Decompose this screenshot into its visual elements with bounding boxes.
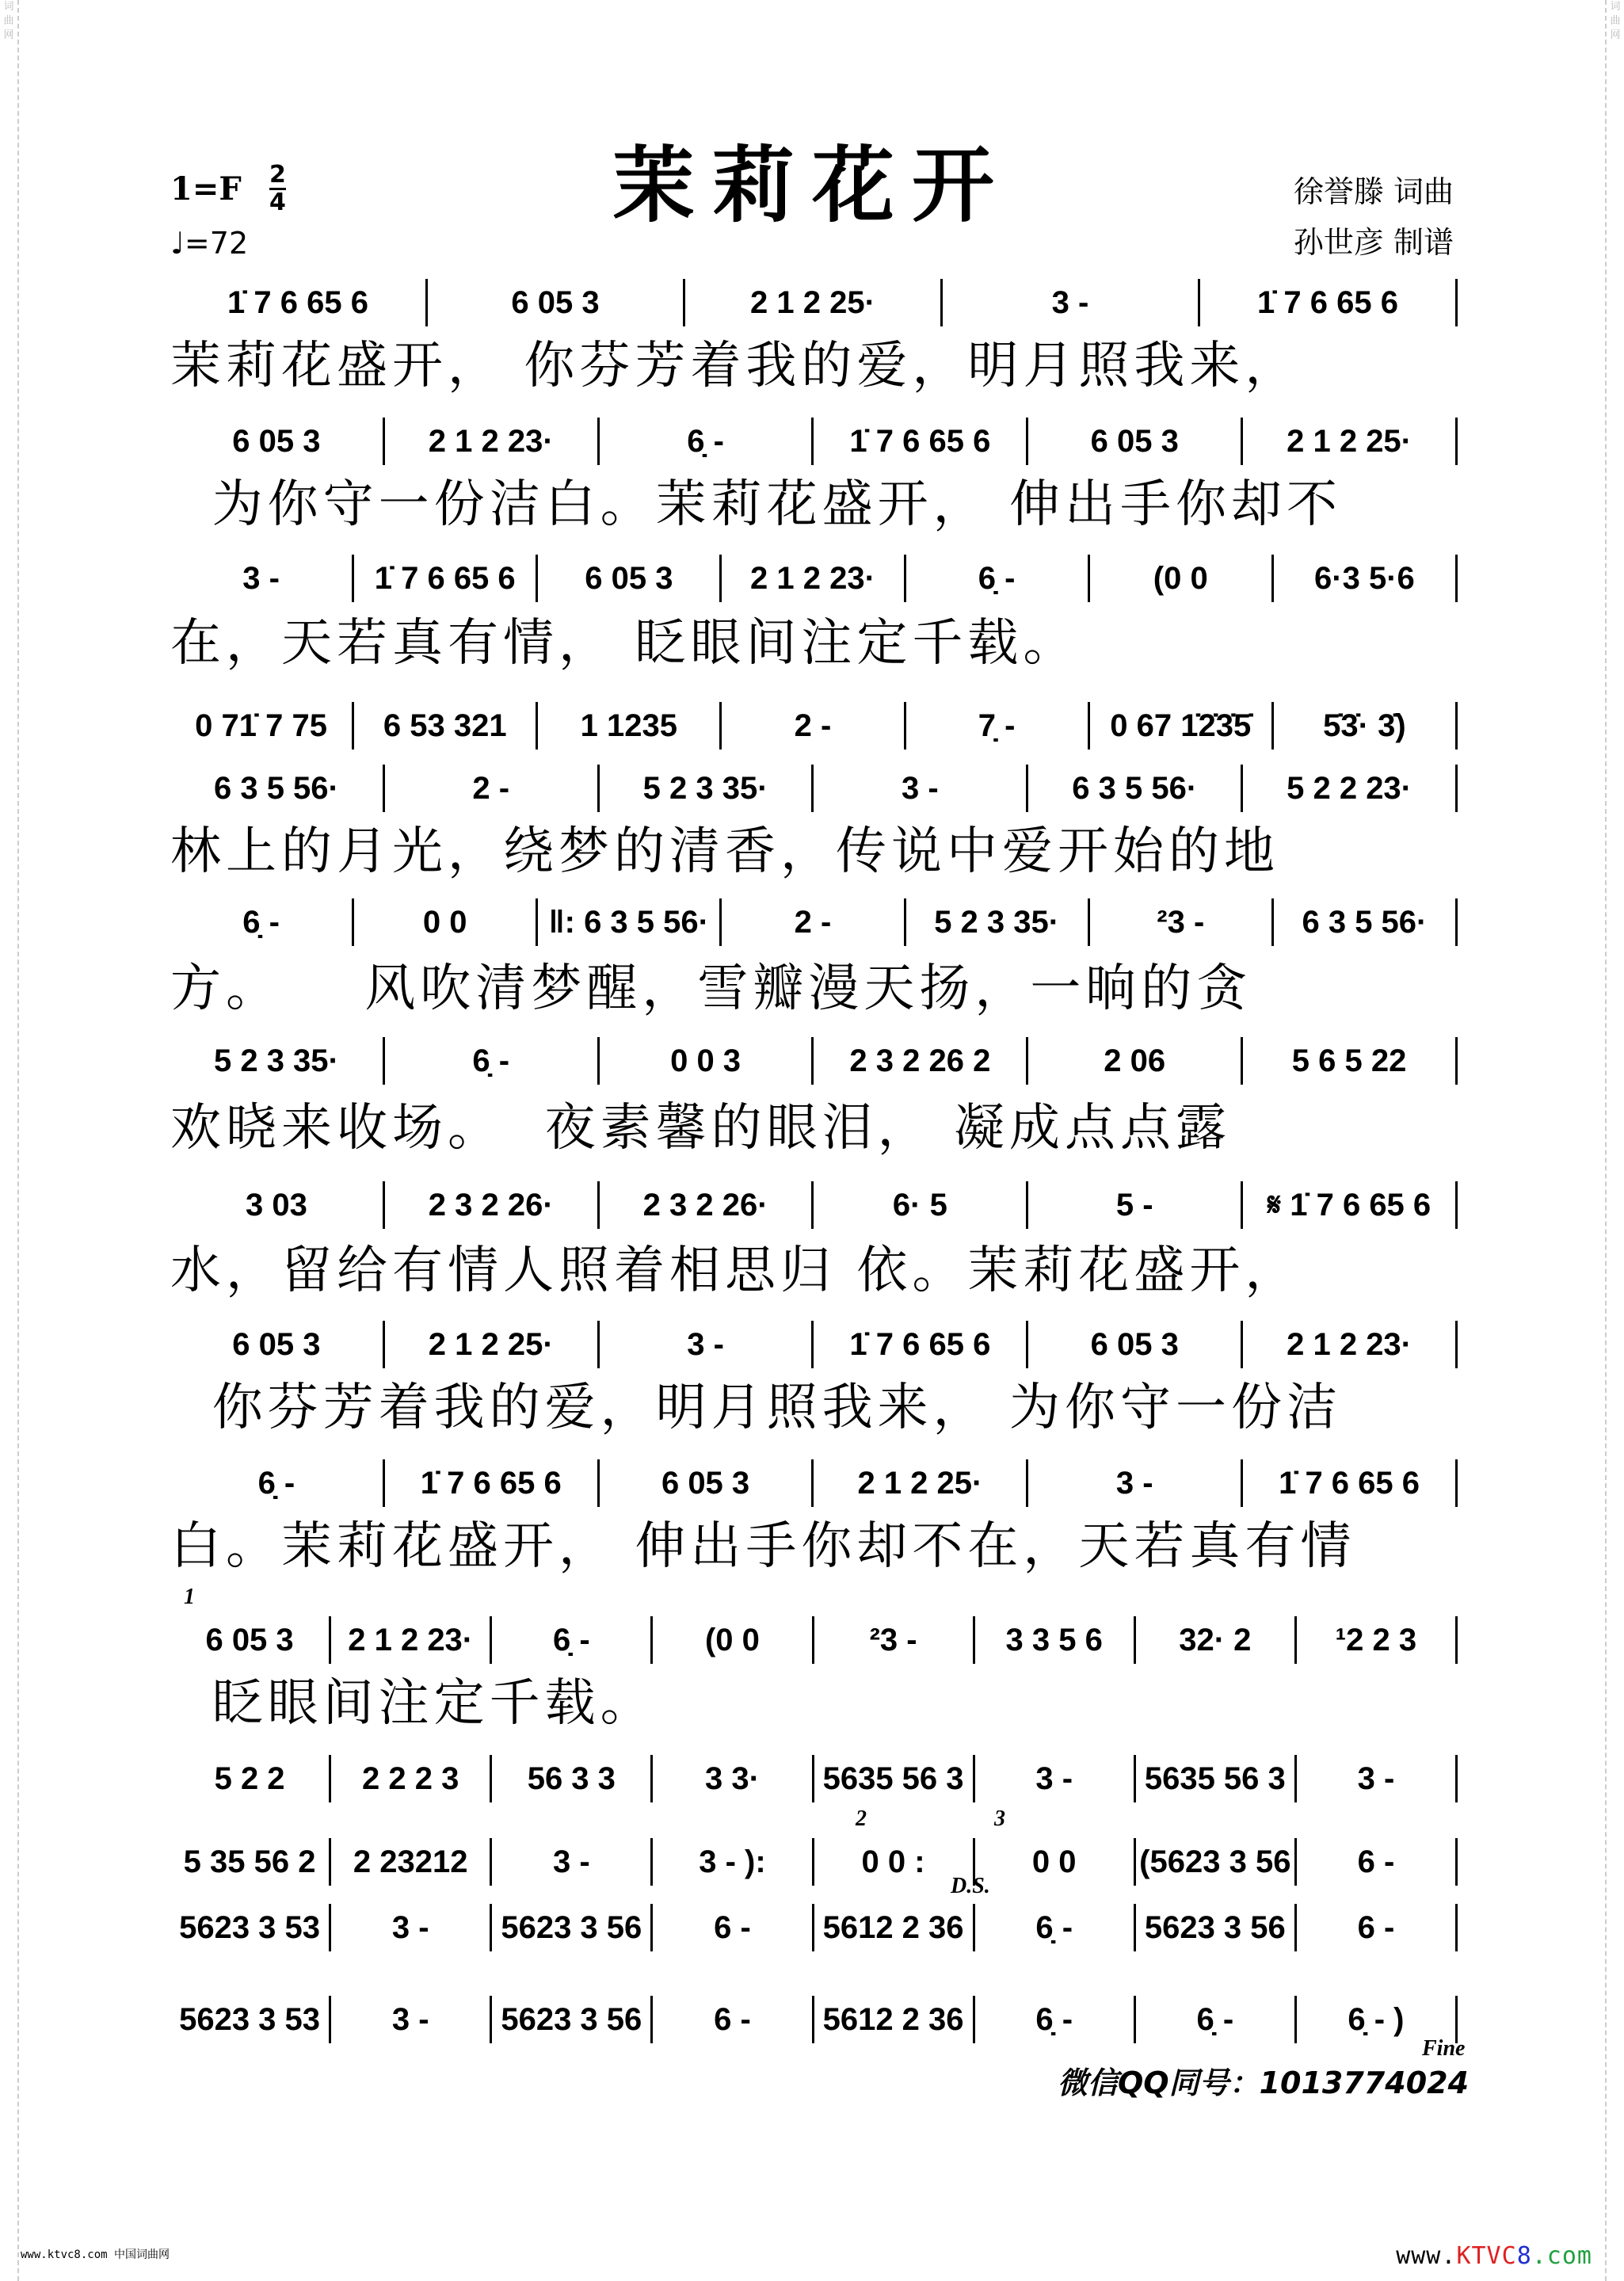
measure: 5635 56 3 bbox=[812, 1755, 973, 1802]
measure: 5 2 3 35· bbox=[597, 765, 812, 812]
measure: 2 1 2 23· bbox=[383, 418, 597, 465]
side-watermark-right: 词 曲 网 bbox=[1605, 0, 1624, 2281]
measure: 2 - bbox=[719, 898, 903, 946]
lyrics-line: 白。茉莉花盛开， 伸出手你却不在，天若真有情 bbox=[170, 1517, 1356, 1576]
volta-2: 2 bbox=[856, 1806, 867, 1831]
measure: 6̣ - bbox=[904, 555, 1088, 602]
measure: 2 1 2 23· bbox=[1241, 1321, 1458, 1368]
lyrics-line: 茉莉花盛开， 你芬芳着我的爱，明月照我来， bbox=[170, 337, 1301, 395]
measure: 6̣ - bbox=[257, 1465, 295, 1501]
measure: 6 05 3 bbox=[425, 279, 683, 326]
dal-segno: D.S. bbox=[951, 1874, 990, 1898]
measure: 3 - bbox=[329, 1904, 490, 1951]
measure: 6 53 321 bbox=[352, 702, 536, 750]
lyrics-line: 欢晓来收场。 夜素馨的眼泪， 凝成点点露 bbox=[170, 1099, 1232, 1158]
measure: 5623 3 53 bbox=[179, 2001, 321, 2037]
lyrics-line: 在，天若真有情， 眨眼间注定千载。 bbox=[170, 614, 1079, 673]
measure: 5623 3 56 bbox=[1134, 1904, 1294, 1951]
measure: 6̣ - bbox=[973, 1996, 1134, 2043]
measure: 32· 2 bbox=[1134, 1616, 1294, 1664]
credits bbox=[1294, 166, 1454, 268]
score-row bbox=[170, 1616, 1458, 1664]
measure: 𝄋 1̇ 7 6 65 6 bbox=[1241, 1181, 1458, 1229]
logo-www: www. bbox=[1396, 2242, 1457, 2270]
measure: 6̣ - ) bbox=[1294, 1996, 1458, 2043]
measure: 2 06 bbox=[1026, 1037, 1241, 1085]
measure: 6 - bbox=[650, 1904, 811, 1951]
song-title: 茉莉花开 bbox=[612, 136, 1012, 234]
measure: 6 3 5 56· bbox=[1026, 765, 1241, 812]
measure: 0 67 1̇2̇3̇5̇ bbox=[1088, 702, 1271, 750]
measure: (0 0 bbox=[650, 1616, 811, 1664]
measure: 5635 56 3 bbox=[1134, 1755, 1294, 1802]
logo-ktvc: KTVC bbox=[1456, 2242, 1517, 2270]
score-row bbox=[170, 1037, 1458, 1085]
measure: 6 3 5 56· bbox=[213, 770, 339, 806]
measure: 0 71̇ 7 75 bbox=[195, 708, 327, 743]
measure: 3 3· bbox=[650, 1755, 811, 1802]
measure: 5 2 3 35· bbox=[904, 898, 1088, 946]
measure: 2 1 2 23· bbox=[329, 1616, 490, 1664]
measure: ‖: 6 3 5 56· bbox=[536, 898, 719, 946]
measure: 2 3 2 26 2 bbox=[811, 1037, 1026, 1085]
measure: 6 3 5 56· bbox=[1271, 898, 1458, 946]
tempo-marking: ♩=72 bbox=[170, 226, 249, 261]
footer-site-logo bbox=[1396, 2242, 1592, 2270]
measure: 2 1 2 25· bbox=[683, 279, 940, 326]
measure: 2 1 2 25· bbox=[1241, 418, 1458, 465]
measure: 2 - bbox=[383, 765, 597, 812]
measure: 3 - bbox=[597, 1321, 812, 1368]
score-row bbox=[170, 418, 1458, 465]
measure: 5612 2 36 bbox=[812, 1996, 973, 2043]
measure: 2 1 2 23· bbox=[719, 555, 903, 602]
measure: 5 2 2 bbox=[214, 1760, 285, 1796]
measure: 0 0 : bbox=[812, 1838, 973, 1886]
score-row bbox=[170, 1904, 1458, 1951]
measure: 5 - bbox=[1026, 1181, 1241, 1229]
key-signature: 1=F bbox=[170, 170, 242, 208]
lyrics-line: 林上的月光，绕梦的清香，传说中爱开始的地 bbox=[170, 822, 1279, 881]
footer-site-text: www.ktvc8.com 中国词曲网 bbox=[21, 2249, 170, 2261]
measure: 0 0 bbox=[352, 898, 536, 946]
measure: 5 2 2 23· bbox=[1241, 765, 1458, 812]
score-row bbox=[170, 1181, 1458, 1229]
score-row bbox=[170, 702, 1458, 750]
measure: 6 05 3 bbox=[536, 555, 719, 602]
measure: 5623 3 56 bbox=[490, 1996, 650, 2043]
measure: 0 0 bbox=[973, 1838, 1134, 1886]
measure: 5623 3 53 bbox=[179, 1909, 321, 1945]
measure: 1̇ 7 6 65 6 bbox=[383, 1459, 597, 1507]
measure: 1̇ 7 6 65 6 bbox=[352, 555, 536, 602]
volta-1: 1 bbox=[184, 1585, 195, 1609]
measure: 5 2 3 35· bbox=[213, 1043, 339, 1078]
measure: 2 23212 bbox=[329, 1838, 490, 1886]
measure: 2 1 2 25· bbox=[383, 1321, 597, 1368]
measure: 3 - bbox=[329, 1996, 490, 2043]
measure: 6̣ - bbox=[1134, 1996, 1294, 2043]
measure: 2 3 2 26· bbox=[597, 1181, 812, 1229]
measure: 7̣ - bbox=[904, 702, 1088, 750]
score-row bbox=[170, 1838, 1458, 1886]
time-signature bbox=[269, 162, 286, 216]
measure: 3 - bbox=[940, 279, 1198, 326]
score-row bbox=[170, 279, 1458, 326]
measure: 6 - bbox=[1294, 1904, 1458, 1951]
measure: 1̇ 7 6 65 6 bbox=[1241, 1459, 1458, 1507]
measure: 56 3 3 bbox=[490, 1755, 650, 1802]
measure: 5 35 56 2 bbox=[183, 1844, 316, 1879]
measure: 6̣ - bbox=[597, 418, 812, 465]
measure: 6̣ - bbox=[383, 1037, 597, 1085]
measure: 6̣ - bbox=[490, 1616, 650, 1664]
composer-credit: 徐誉滕 词曲 bbox=[1293, 174, 1454, 209]
lyrics-line: 方。 风吹清梦醒，雪瓣漫天扬，一晌的贪 bbox=[170, 959, 1252, 1018]
measure: 6· 5 bbox=[811, 1181, 1026, 1229]
measure: 2 2 2 3 bbox=[329, 1755, 490, 1802]
side-watermark-left: 词 曲 网 bbox=[0, 0, 19, 2281]
lyrics-line: 你芬芳着我的爱，明月照我来， 为你守一份洁 bbox=[170, 1379, 1343, 1437]
measure: ²3 - bbox=[1088, 898, 1271, 946]
time-bottom: 4 bbox=[269, 189, 286, 216]
transcriber-credit: 孙世彦 制谱 bbox=[1293, 225, 1454, 260]
measure: 6 05 3 bbox=[232, 1326, 321, 1362]
lyrics-line: 水，留给有情人照着相思归 依。茉莉花盛开， bbox=[170, 1242, 1301, 1300]
measure: 3 3 5 6 bbox=[973, 1616, 1134, 1664]
measure: 3 - bbox=[1294, 1755, 1458, 1802]
score-row bbox=[170, 765, 1458, 812]
measure: 6 05 3 bbox=[232, 423, 321, 459]
measure: 6 05 3 bbox=[1026, 1321, 1241, 1368]
measure: 2 - bbox=[719, 702, 903, 750]
measure: ²3 - bbox=[812, 1616, 973, 1664]
measure: 2 1 2 25· bbox=[811, 1459, 1026, 1507]
measure: 3 - bbox=[1026, 1459, 1241, 1507]
measure: 3 03 bbox=[245, 1187, 307, 1223]
logo-8: 8 bbox=[1516, 2242, 1532, 2270]
measure: (0 0 bbox=[1088, 555, 1271, 602]
lyrics-line: 眨眼间注定千载。 bbox=[170, 1674, 656, 1733]
measure: 0 0 3 bbox=[597, 1037, 812, 1085]
measure: 3 - bbox=[811, 765, 1026, 812]
measure: 3 - bbox=[490, 1838, 650, 1886]
measure: 5̇3̇· 3̇) bbox=[1271, 702, 1458, 750]
contact-info: 微信QQ同号：1013774024 bbox=[1058, 2065, 1470, 2100]
measure: 1̇ 7 6 65 6 bbox=[1198, 279, 1458, 326]
measure: 6 - bbox=[650, 1996, 811, 2043]
measure: 5 6 5 22 bbox=[1241, 1037, 1458, 1085]
measure: ¹2 2 3 bbox=[1294, 1616, 1458, 1664]
measure: 6·3 5·6 bbox=[1271, 555, 1458, 602]
time-top: 2 bbox=[269, 161, 286, 189]
score-row bbox=[170, 1459, 1458, 1507]
measure: 1 1235 bbox=[536, 702, 719, 750]
fine-mark: Fine bbox=[1422, 2036, 1466, 2061]
logo-com: .com bbox=[1531, 2242, 1592, 2270]
volta-3: 3 bbox=[994, 1806, 1005, 1831]
measure: 6 - bbox=[1294, 1838, 1458, 1886]
measure: 3 - bbox=[973, 1755, 1134, 1802]
measure: 3 - ): bbox=[650, 1838, 811, 1886]
measure: 3 - bbox=[242, 560, 280, 596]
measure: 1̇ 7 6 65 6 bbox=[227, 284, 368, 320]
measure: 5623 3 56 bbox=[490, 1904, 650, 1951]
measure: 2 3 2 26· bbox=[383, 1181, 597, 1229]
measure: 6̣ - bbox=[973, 1904, 1134, 1951]
lyrics-line: 为你守一份洁白。茉莉花盛开， 伸出手你却不 bbox=[170, 475, 1343, 534]
measure: 6 05 3 bbox=[1026, 418, 1241, 465]
score-row bbox=[170, 1321, 1458, 1368]
measure: 5612 2 36 bbox=[812, 1904, 973, 1951]
score-row bbox=[170, 555, 1458, 602]
measure: 6 05 3 bbox=[205, 1622, 294, 1657]
measure: 6̣ - bbox=[242, 904, 280, 940]
score-row bbox=[170, 898, 1458, 946]
measure: (5623 3 56 bbox=[1134, 1838, 1294, 1886]
score-row bbox=[170, 1755, 1458, 1802]
measure: 6 05 3 bbox=[597, 1459, 812, 1507]
measure: 1̇ 7 6 65 6 bbox=[811, 1321, 1026, 1368]
measure: 1̇ 7 6 65 6 bbox=[811, 418, 1026, 465]
score-row bbox=[170, 1996, 1458, 2043]
